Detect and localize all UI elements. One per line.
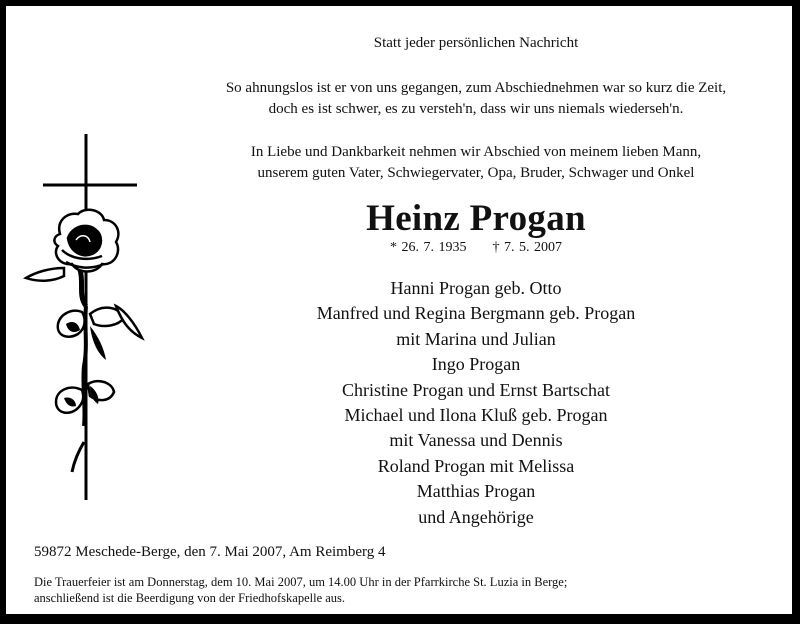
family-member: Christine Progan und Ernst Bartschat	[342, 379, 610, 400]
intro-line: In Liebe und Dankbarkeit nehmen wir Abschied von meinem lieben Mann,	[250, 144, 702, 160]
farewell-intro	[126, 142, 800, 184]
family-member: Roland Progan mit Melissa	[377, 455, 575, 476]
death-date: † 7. 5. 2007	[492, 240, 562, 255]
family-member: Ingo Progan	[431, 354, 521, 375]
place-and-date: 59872 Meschede-Berge, den 7. Mai 2007, Am Reimberg 4	[34, 544, 386, 560]
family-member: Matthias Progan	[416, 481, 536, 502]
family-member: Hanni Progan geb. Otto	[390, 278, 562, 298]
funeral-line: Die Trauerfeier ist am Donnerstag, dem 10. Mai 2007, um 14.00 Uhr in der Pfarrkirche St. Luzia in Berge;	[34, 575, 568, 589]
family-member: mit Marina und Julian	[396, 328, 556, 349]
obituary-notice	[6, 6, 792, 614]
intro-line: unserem guten Vater, Schwiegervater, Opa, Bruder, Schwager und Onkel	[257, 165, 695, 181]
verse	[126, 78, 800, 120]
family-member: und Angehörige	[418, 506, 534, 527]
deceased-name: Heinz Progan	[366, 198, 586, 239]
verse-line: So ahnungslos ist er von uns gegangen, zum Abschiednehmen war so kurz die Zeit,	[225, 80, 727, 96]
birth-date: * 26. 7. 1935	[390, 240, 467, 255]
family-member: Manfred und Regina Bergmann geb. Progan	[316, 303, 636, 324]
family-member: Michael und Ilona Kluß geb. Progan	[344, 405, 608, 426]
verse-line: doch es ist schwer, es zu versteh'n, dass wir uns niemals wiederseh'n.	[268, 101, 684, 117]
funeral-line: anschließend ist die Beerdigung von der Friedhofskapelle aus.	[34, 591, 346, 605]
life-dates	[126, 240, 800, 256]
family-list	[126, 276, 800, 530]
notice-heading: Statt jeder persönlichen Nachricht	[373, 35, 579, 51]
family-member: mit Vanessa und Dennis	[389, 430, 563, 451]
funeral-info	[34, 574, 567, 606]
